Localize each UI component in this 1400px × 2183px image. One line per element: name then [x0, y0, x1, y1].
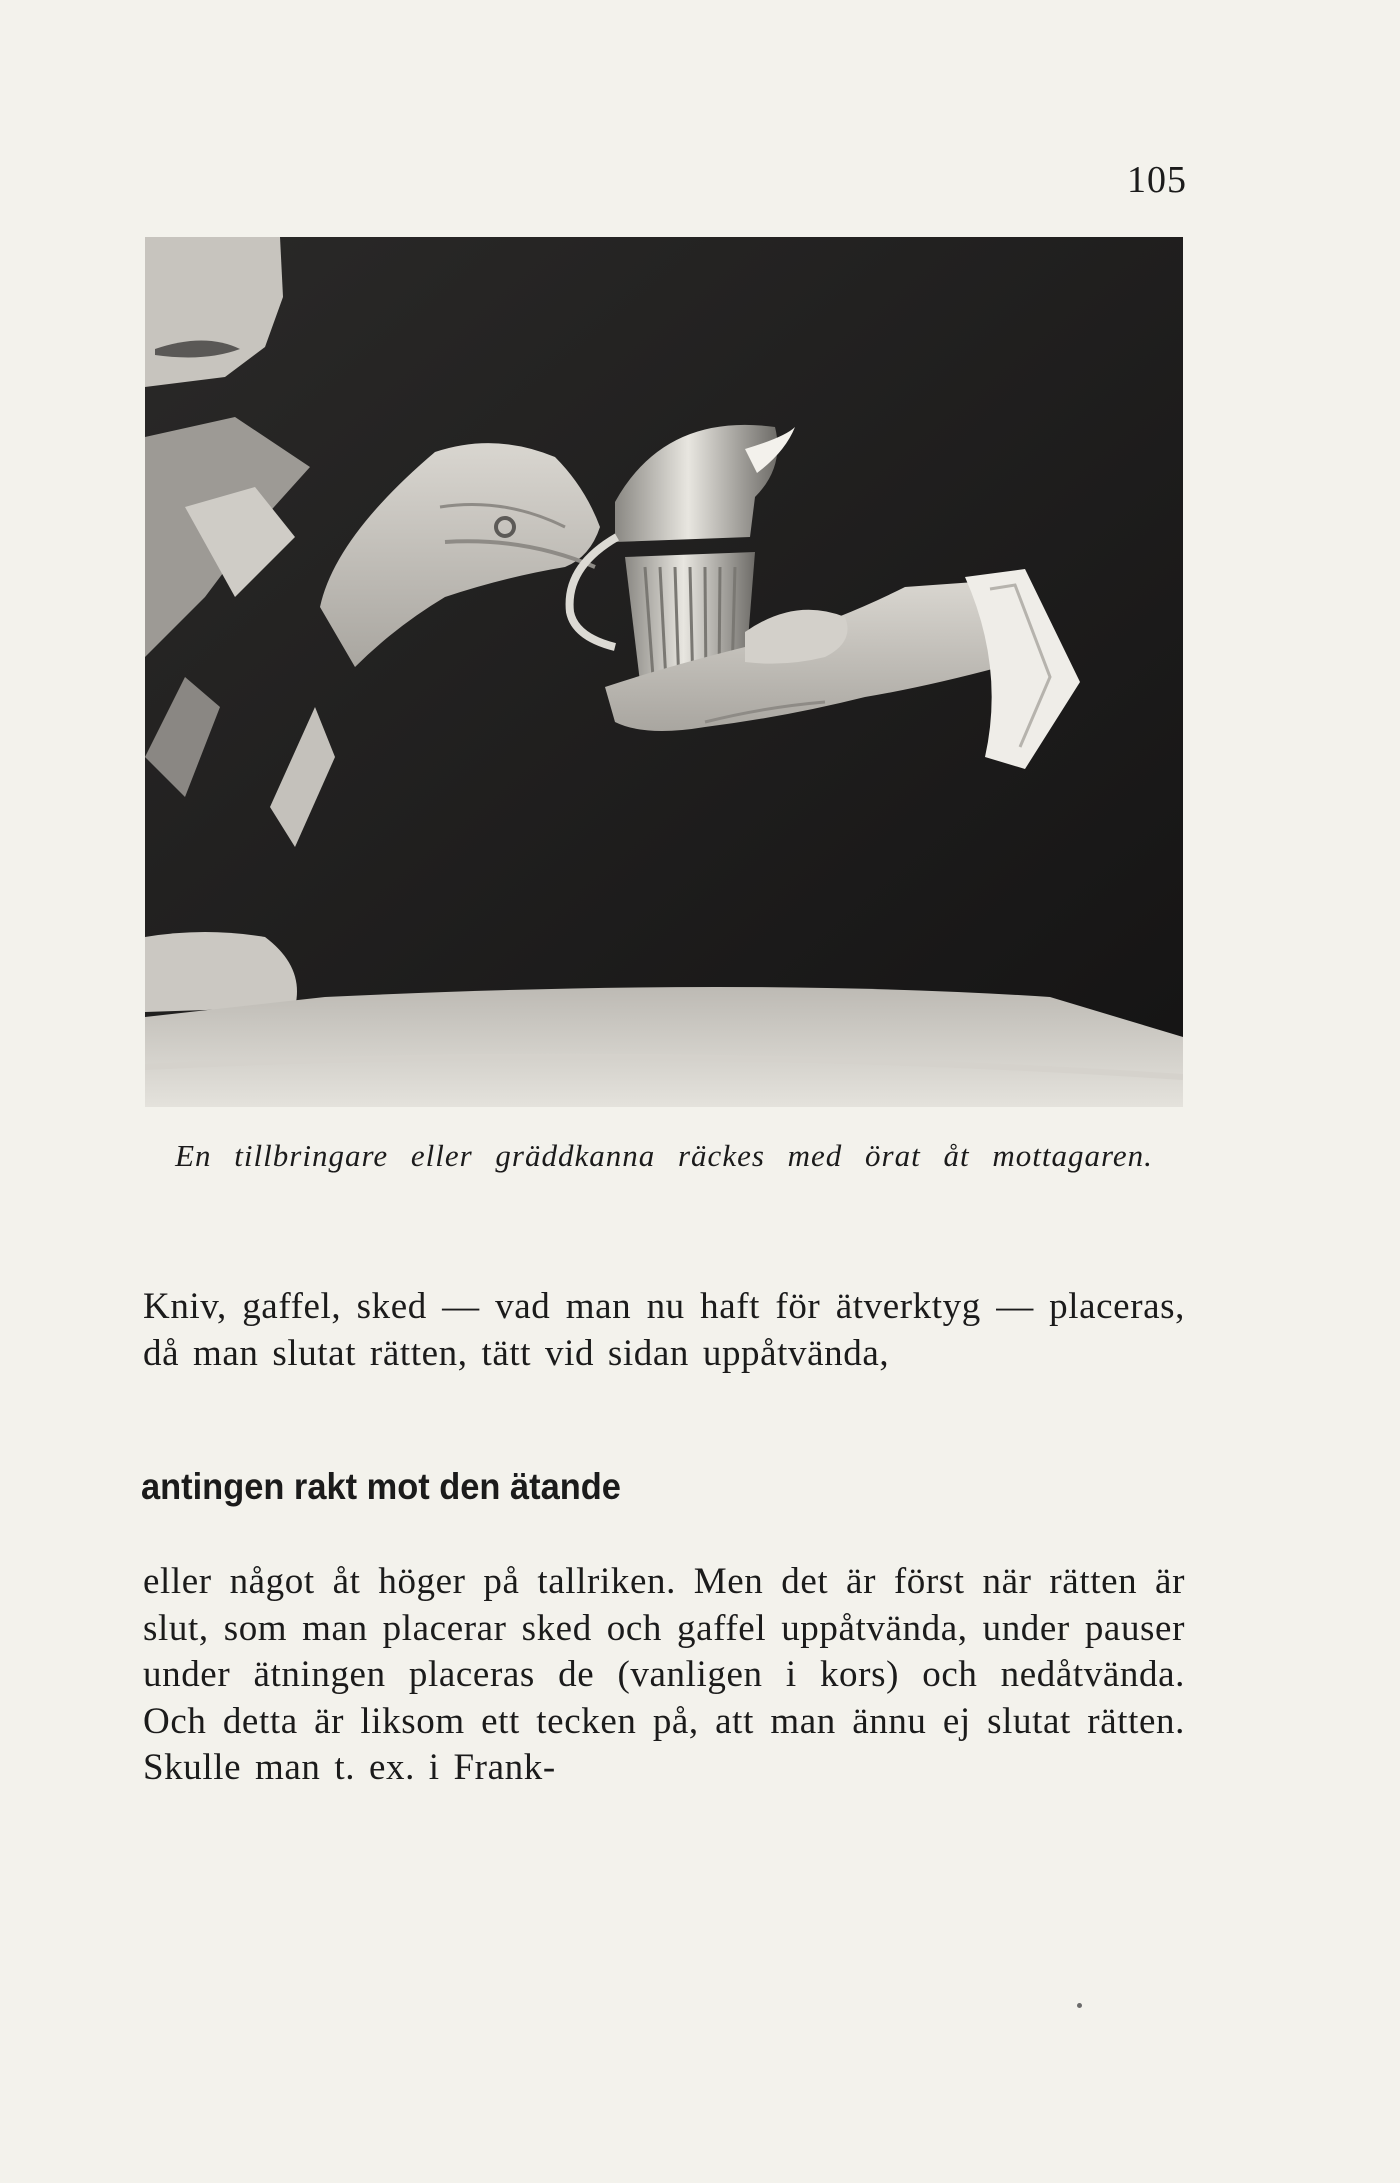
page-number: 105	[1127, 159, 1187, 201]
paper-speck	[1077, 2003, 1082, 2008]
paragraph-1: Kniv, gaffel, sked — vad man nu haft för ätverktyg — placeras, då man slutat rätten, tätt vid sidan uppåtvända,	[143, 1286, 1185, 1374]
photo-cream-jug-handover	[145, 237, 1183, 1107]
photo-illustration	[145, 237, 1183, 1107]
section-heading: antingen rakt mot den ätande	[141, 1466, 621, 1507]
figure-caption: En tillbringare eller gräddkanna räckes med örat åt mottagaren.	[175, 1138, 1153, 1173]
paragraph-2: eller något åt höger på tallriken. Men det är först när rätten är slut, som man placerar sked och gaffel uppåtvända, under pauser under ätningen placeras de (vanligen i kors) och nedåtvända. Och detta är liksom ett tecken på, att man ännu ej slutat rätten. Skulle man t. ex. i Frank-	[143, 1561, 1185, 1788]
